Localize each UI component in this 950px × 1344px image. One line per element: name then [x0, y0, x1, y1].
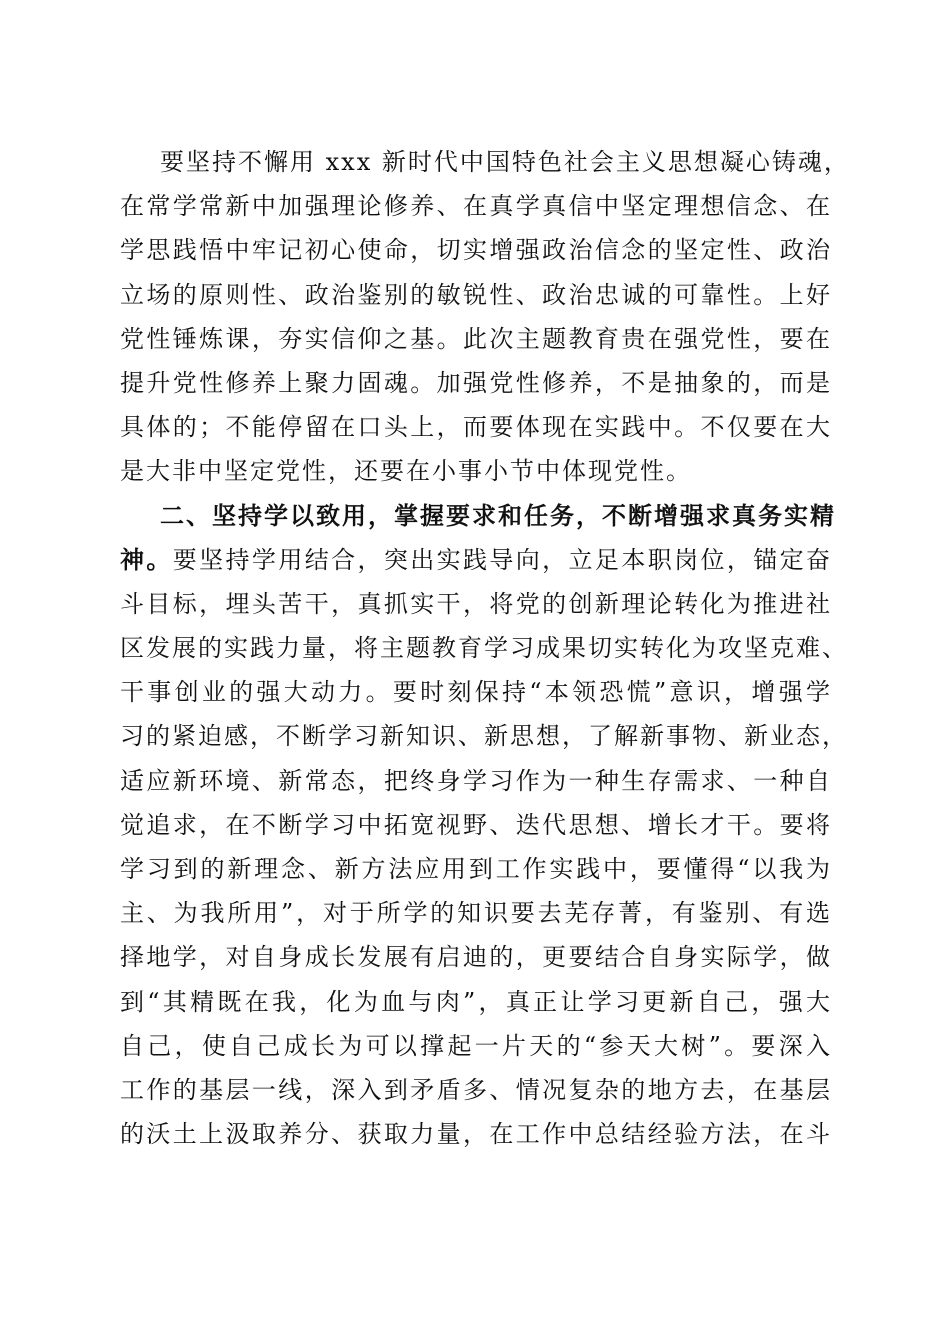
paragraph-1-line: 在常学常新中加强理论修养、在真学真信中坚定理想信念、在	[120, 192, 832, 221]
paragraph-2-line: 适应新环境、新常态，把终身学习作为一种生存需求、一种自	[120, 766, 832, 795]
paragraph-1-line: 立场的原则性、政治鉴别的敏锐性、政治忠诚的可靠性。上好	[120, 280, 832, 309]
paragraph-1-line: 是大非中坚定党性，还要在小事小节中体现党性。	[120, 457, 692, 486]
paragraph-1-line: 具体的；不能停留在口头上，而要体现在实践中。不仅要在大	[120, 413, 832, 442]
paragraph-2-text: 要坚持学用结合，突出实践导向，立足本职岗位，锚定奋	[172, 545, 833, 574]
paragraph-2-line	[120, 538, 832, 582]
paragraph-2-line: 区发展的实践力量，将主题教育学习成果切实转化为攻坚克难、	[120, 634, 848, 663]
paragraph-2-line: 工作的基层一线，深入到矛盾多、情况复杂的地方去，在基层	[120, 1075, 832, 1104]
section-heading: 二、坚持学以致用，掌握要求和任务，不断增强求真务实精	[160, 501, 836, 530]
paragraph-2-line: 到“其精既在我，化为血与肉”，真正让学习更新自己，强大	[120, 987, 832, 1016]
paragraph-1-line: 要坚持不懈用 xxx 新时代中国特色社会主义思想凝心铸魂，	[160, 148, 850, 176]
paragraph-1-line: 提升党性修养上聚力固魂。加强党性修养，不是抽象的，而是	[120, 368, 832, 397]
section-heading-end: 神。	[120, 545, 173, 574]
paragraph-2-line: 学习到的新理念、新方法应用到工作实践中，要懂得“以我为	[120, 855, 832, 883]
paragraph-2-line: 觉追求，在不断学习中拓宽视野、迭代思想、增长才干。要将	[120, 810, 832, 839]
paragraph-2-line: 主、为我所用”，对于所学的知识要去芜存菁，有鉴别、有选	[120, 899, 832, 928]
paragraph-1-line: 学思践悟中牢记初心使命，切实增强政治信念的坚定性、政治	[120, 236, 832, 265]
paragraph-1-line: 党性锤炼课，夯实信仰之基。此次主题教育贵在强党性，要在	[120, 324, 832, 353]
paragraph-2-line: 择地学，对自身成长发展有启迪的，更要结合自身实际学，做	[120, 943, 832, 972]
document-body	[120, 140, 850, 1156]
paragraph-2-line: 干事创业的强大动力。要时刻保持“本领恐慌”意识，增强学	[120, 678, 832, 707]
paragraph-2-line: 自己，使自己成长为可以撑起一片天的“参天大树”。要深入	[120, 1031, 832, 1060]
paragraph-2-line: 的沃土上汲取养分、获取力量，在工作中总结经验方法，在斗	[120, 1120, 832, 1149]
paragraph-2-line: 习的紧迫感，不断学习新知识、新思想，了解新事物、新业态，	[120, 722, 848, 751]
paragraph-2-line: 斗目标，埋头苦干，真抓实干，将党的创新理论转化为推进社	[120, 589, 832, 618]
